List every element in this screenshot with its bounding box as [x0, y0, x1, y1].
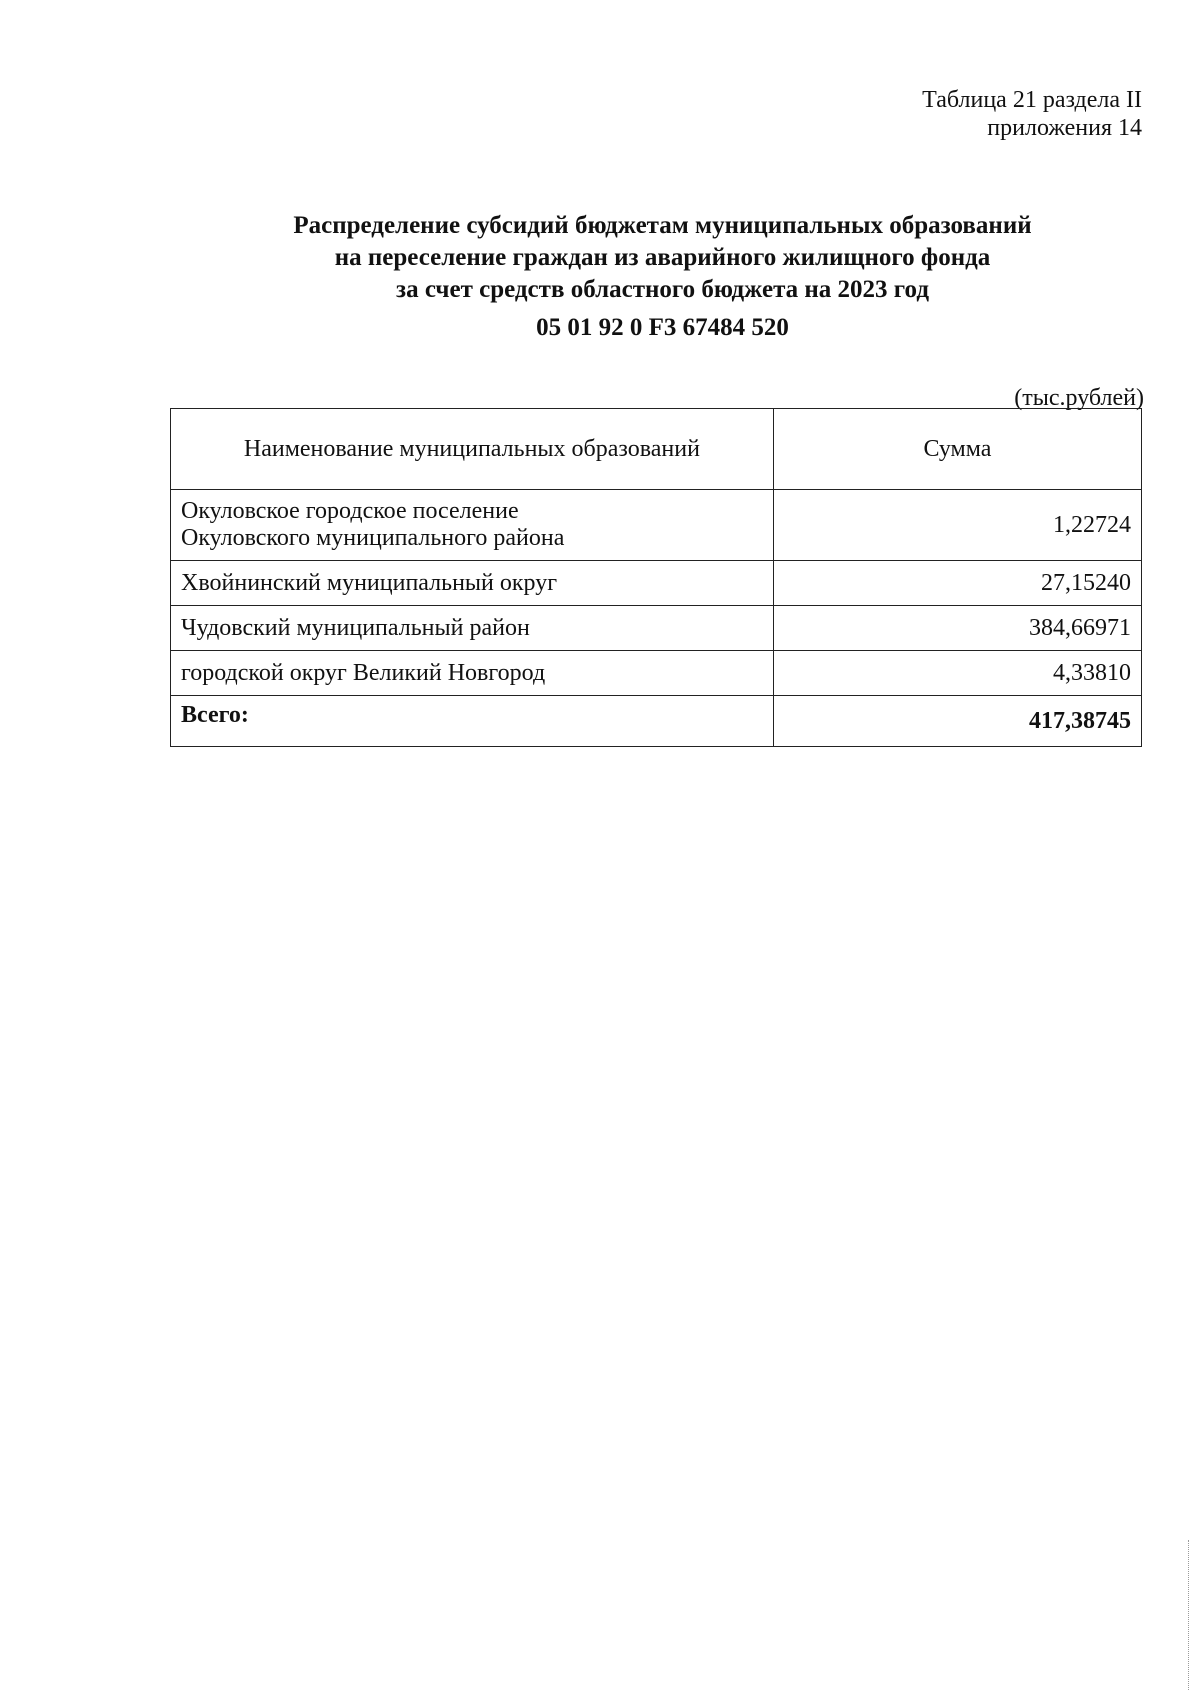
row-name-line-1: Окуловское городское поселение: [181, 498, 519, 524]
total-sum: 417,38745: [773, 696, 1141, 747]
row-sum: 27,15240: [773, 561, 1141, 606]
table-row: [171, 490, 1142, 561]
column-header-sum: Сумма: [773, 409, 1141, 490]
table-reference: [922, 86, 1142, 142]
reference-line-1: Таблица 21 раздела II: [922, 87, 1142, 113]
title-line-3: за счет средств областного бюджета на 2023 год: [396, 276, 929, 303]
table-row: [171, 651, 1142, 696]
units-label: (тыс.рублей): [1014, 385, 1144, 411]
subsidies-table: [170, 408, 1142, 747]
title-line-2: на переселение граждан из аварийного жилищного фонда: [334, 244, 991, 271]
row-name: [171, 490, 774, 561]
row-name-line-2: Окуловского муниципального района: [181, 525, 565, 551]
scan-edge-mark: [1188, 1540, 1190, 1690]
total-label: Всего:: [171, 696, 774, 747]
table-header-row: [171, 409, 1142, 490]
row-sum: 384,66971: [773, 606, 1141, 651]
row-name: Чудовский муниципальный район: [171, 606, 774, 651]
row-sum: 4,33810: [773, 651, 1141, 696]
row-name: городской округ Великий Новгород: [171, 651, 774, 696]
row-name: Хвойнинский муниципальный округ: [171, 561, 774, 606]
row-sum: 1,22724: [773, 490, 1141, 561]
document-title: [0, 210, 1200, 344]
table-row: [171, 606, 1142, 651]
table-row: [171, 561, 1142, 606]
title-line-1: Распределение субсидий бюджетам муниципальных образований: [293, 212, 1032, 239]
budget-classification-code: 05 01 92 0 F3 67484 520: [536, 314, 789, 341]
column-header-name: Наименование муниципальных образований: [171, 409, 774, 490]
total-row: [171, 696, 1142, 747]
reference-line-2: приложения 14: [987, 115, 1142, 141]
